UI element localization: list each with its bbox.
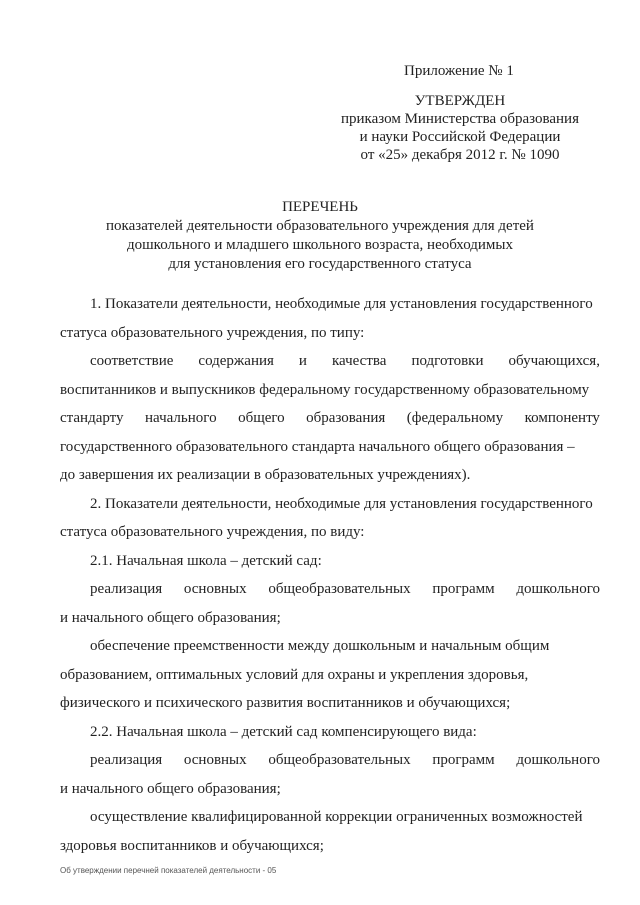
paragraph-correction [60,803,600,860]
paragraph-type-indicators [60,290,600,347]
paragraph-line: до завершения их реализации в образовательных учреждениях). [60,467,471,483]
paragraph-line-justified [60,746,600,775]
word: реализация [90,752,163,768]
subsection-title: 2.2. Начальная школа – детский сад компенсирующего вида: [90,723,477,740]
word: дошкольного [516,752,600,768]
paragraph-line: государственного образовательного стандарта начального общего образования – [60,438,575,455]
heading-line: показателей деятельности образовательного учреждения для детей [106,218,534,234]
paragraph-line: воспитанников и выпускников федеральному государственному образовательному [60,381,590,398]
paragraph-line: 2. Показатели деятельности, необходимые для установления государственного [90,495,593,512]
paragraph-line: физического и психического развития воспитанников и обучающихся; [60,695,511,711]
heading-line: дошкольного и младшего школьного возраста, необходимых [126,237,514,253]
word: начального [145,410,217,426]
word: реализация [90,581,163,597]
paragraph-line: обеспечение преемственности между дошкольным и начальным общим [90,638,550,654]
paragraph-conformity [60,347,600,490]
paragraph-line: 1. Показатели деятельности, необходимые для установления государственного [90,296,593,312]
word: (федеральному [406,410,504,426]
paragraph-continuity [60,632,600,718]
word: подготовки [411,353,484,369]
paragraph-line: и начального общего образования; [60,780,281,797]
approval-block [340,92,580,164]
word: образования [306,410,386,426]
approval-title: УТВЕРЖДЕН [414,93,506,109]
paragraph-line: осуществление квалифицированной коррекции ограниченных возможностей [90,809,583,825]
heading-line: для установления его государственного статуса [168,256,472,272]
paragraph-kind-indicators [60,490,600,547]
paragraph-line: здоровья воспитанников и обучающихся; [60,837,324,854]
paragraph-line: образованием, оптимальных условий для охраны и укрепления здоровья, [60,666,529,683]
approval-line: и науки Российской Федерации [359,129,561,145]
word: соответствие [90,353,174,369]
subsection-title: 2.1. Начальная школа – детский сад: [90,552,322,569]
word: основных [183,581,247,597]
paragraph-line-justified [60,347,600,376]
word: общеобразовательных [268,581,411,597]
word: качества [331,353,387,369]
approval-line: приказом Министерства образования [341,111,579,127]
paragraph-line: статуса образовательного учреждения, по типу: [60,324,365,341]
word: общего [238,410,285,426]
document-heading [60,198,580,274]
word: общеобразовательных [268,752,411,768]
paragraph-line: и начального общего образования; [60,609,281,626]
word: основных [183,752,247,768]
paragraph-line-justified [60,404,600,433]
word: обучающихся, [508,353,600,369]
word: программ [432,752,495,768]
paragraph-line-justified [60,575,600,604]
heading-title: ПЕРЕЧЕНЬ [282,199,358,215]
paragraph-implementation [60,746,600,803]
word: компоненту [524,410,600,426]
word: стандарту [60,410,124,426]
word: дошкольного [516,581,600,597]
appendix-label: Приложение № 1 [404,63,514,79]
paragraph-line: статуса образовательного учреждения, по виду: [60,524,365,540]
document-body [60,290,600,860]
paragraph-implementation [60,575,600,632]
word: и [298,353,307,369]
page-footer: Об утверждении перечней показателей деятельности - 05 [60,866,277,875]
approval-line: от «25» декабря 2012 г. № 1090 [360,147,560,163]
word: содержания [198,353,274,369]
word: программ [432,581,495,597]
